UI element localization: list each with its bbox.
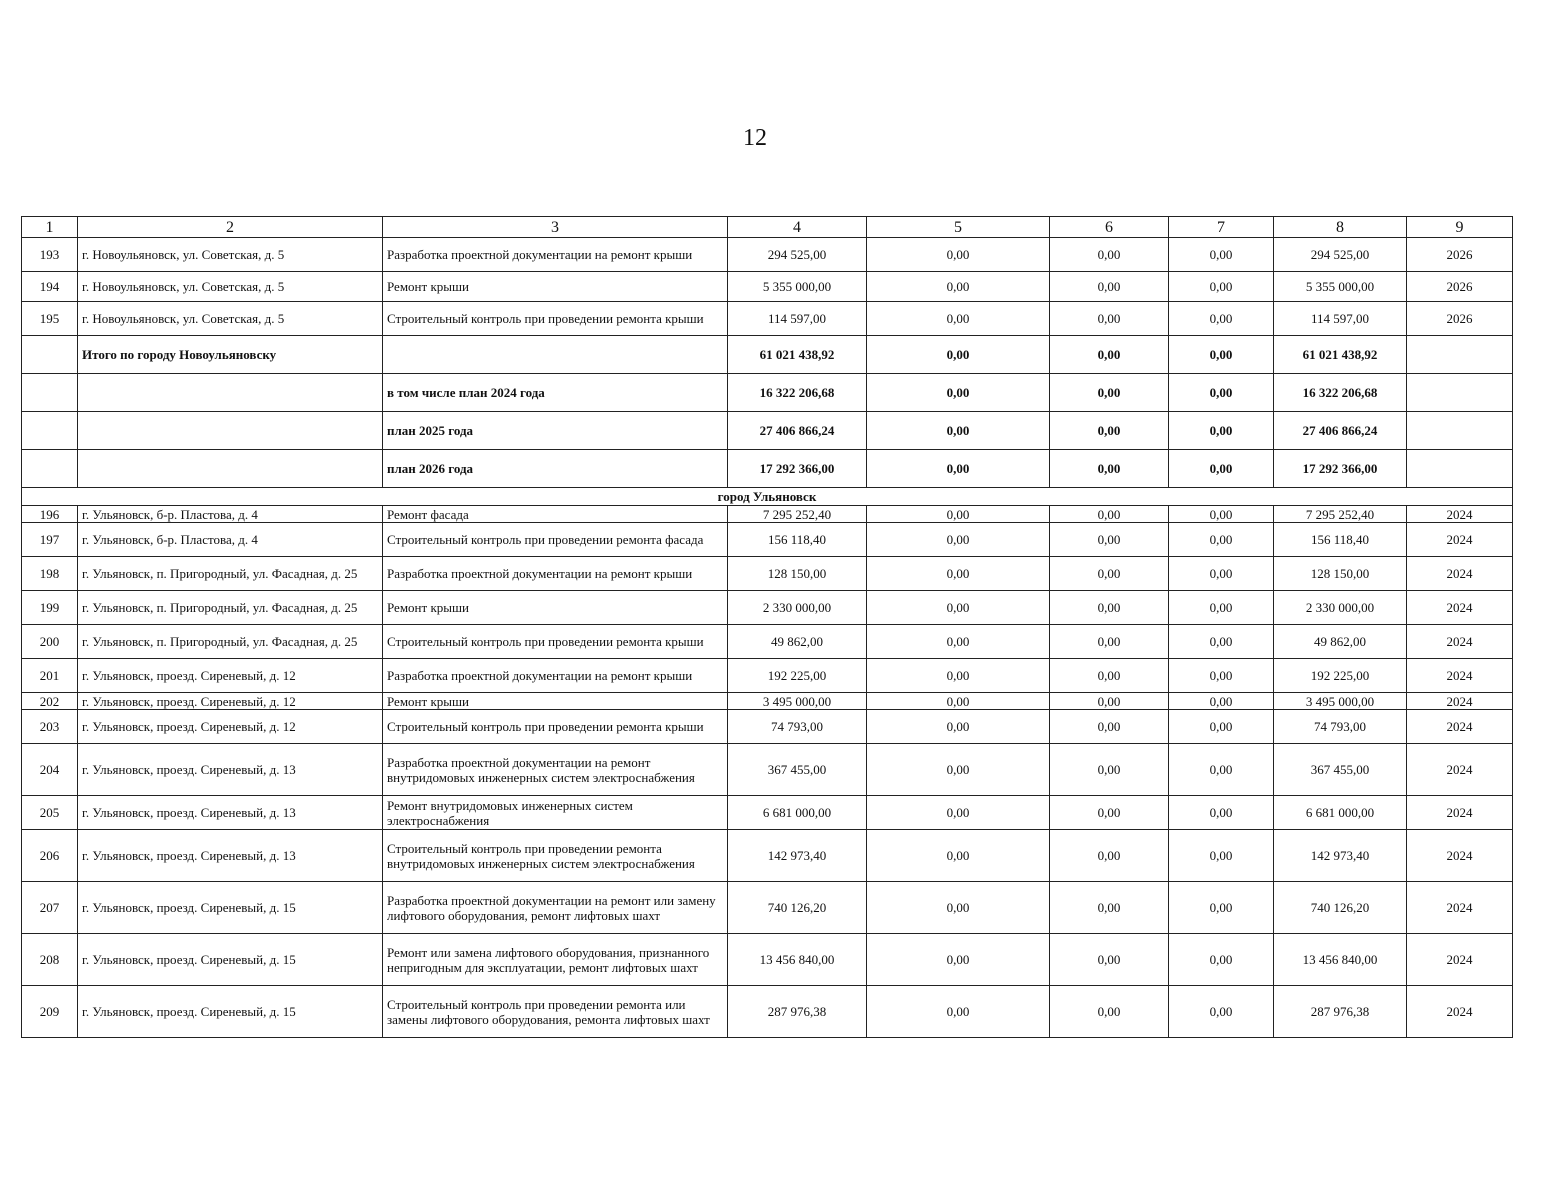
row-number: 204 [22,744,78,796]
local-cost-cell: 0,00 [1169,744,1274,796]
fund-cost-cell: 0,00 [867,336,1050,374]
owners-cost-cell: 367 455,00 [1274,744,1407,796]
column-number: 1 [22,217,78,238]
fund-cost-cell: 0,00 [867,506,1050,523]
regional-cost-cell: 0,00 [1050,693,1169,710]
owners-cost-cell: 13 456 840,00 [1274,934,1407,986]
empty-cell [1407,336,1513,374]
regional-cost-cell: 0,00 [1050,986,1169,1038]
fund-cost-cell: 0,00 [867,272,1050,302]
fund-cost-cell: 0,00 [867,744,1050,796]
total-cost-cell: 128 150,00 [728,557,867,591]
owners-cost-cell: 142 973,40 [1274,830,1407,882]
address-cell: г. Ульяновск, проезд. Сиреневый, д. 13 [78,796,383,830]
owners-cost-cell: 7 295 252,40 [1274,506,1407,523]
owners-cost-cell: 16 322 206,68 [1274,374,1407,412]
empty-cell [1407,450,1513,488]
total-cost-cell: 61 021 438,92 [728,336,867,374]
work-type-cell: Ремонт крыши [383,693,728,710]
address-cell: г. Ульяновск, проезд. Сиреневый, д. 15 [78,986,383,1038]
fund-cost-cell: 0,00 [867,710,1050,744]
regional-cost-cell: 0,00 [1050,336,1169,374]
work-type-cell: Разработка проектной документации на ремонт крыши [383,557,728,591]
address-cell: г. Ульяновск, проезд. Сиреневый, д. 12 [78,710,383,744]
totals-row [22,412,1513,450]
regional-cost-cell: 0,00 [1050,710,1169,744]
column-number-row [22,217,1513,238]
total-cost-cell: 142 973,40 [728,830,867,882]
work-type-cell: Строительный контроль при проведении ремонта фасада [383,523,728,557]
column-number: 5 [867,217,1050,238]
year-cell: 2024 [1407,557,1513,591]
empty-cell [22,374,78,412]
row-number: 207 [22,882,78,934]
regional-cost-cell: 0,00 [1050,272,1169,302]
owners-cost-cell: 114 597,00 [1274,302,1407,336]
totals-label [78,374,383,412]
year-cell: 2024 [1407,625,1513,659]
work-type-cell: Ремонт или замена лифтового оборудования, признанного непригодным для эксплуатации, ремонт лифтовых шахт [383,934,728,986]
fund-cost-cell: 0,00 [867,796,1050,830]
year-cell: 2024 [1407,744,1513,796]
total-cost-cell: 740 126,20 [728,882,867,934]
regional-cost-cell: 0,00 [1050,374,1169,412]
plan-year-label: в том числе план 2024 года [383,374,728,412]
fund-cost-cell: 0,00 [867,523,1050,557]
regional-cost-cell: 0,00 [1050,557,1169,591]
empty-cell [1407,412,1513,450]
local-cost-cell: 0,00 [1169,710,1274,744]
owners-cost-cell: 740 126,20 [1274,882,1407,934]
regional-cost-cell: 0,00 [1050,934,1169,986]
table-row [22,302,1513,336]
local-cost-cell: 0,00 [1169,272,1274,302]
column-number: 6 [1050,217,1169,238]
total-cost-cell: 13 456 840,00 [728,934,867,986]
total-cost-cell: 16 322 206,68 [728,374,867,412]
year-cell: 2026 [1407,238,1513,272]
table-row [22,506,1513,523]
totals-label [78,450,383,488]
local-cost-cell: 0,00 [1169,591,1274,625]
row-number: 198 [22,557,78,591]
regional-cost-cell: 0,00 [1050,450,1169,488]
column-number: 7 [1169,217,1274,238]
address-cell: г. Ульяновск, проезд. Сиреневый, д. 12 [78,659,383,693]
empty-cell [1407,374,1513,412]
work-type-cell: Строительный контроль при проведении ремонта внутридомовых инженерных систем электроснабжения [383,830,728,882]
year-cell: 2024 [1407,934,1513,986]
fund-cost-cell: 0,00 [867,412,1050,450]
total-cost-cell: 27 406 866,24 [728,412,867,450]
year-cell: 2026 [1407,272,1513,302]
fund-cost-cell: 0,00 [867,659,1050,693]
total-cost-cell: 192 225,00 [728,659,867,693]
table-row [22,986,1513,1038]
total-cost-cell: 6 681 000,00 [728,796,867,830]
address-cell: г. Новоульяновск, ул. Советская, д. 5 [78,272,383,302]
column-number: 9 [1407,217,1513,238]
row-number: 201 [22,659,78,693]
local-cost-cell: 0,00 [1169,374,1274,412]
local-cost-cell: 0,00 [1169,302,1274,336]
owners-cost-cell: 74 793,00 [1274,710,1407,744]
work-type-cell: Строительный контроль при проведении ремонта крыши [383,710,728,744]
owners-cost-cell: 287 976,38 [1274,986,1407,1038]
fund-cost-cell: 0,00 [867,374,1050,412]
work-type-cell: Разработка проектной документации на ремонт внутридомовых инженерных систем электроснабжения [383,744,728,796]
regional-cost-cell: 0,00 [1050,302,1169,336]
owners-cost-cell: 5 355 000,00 [1274,272,1407,302]
year-cell: 2024 [1407,882,1513,934]
fund-cost-cell: 0,00 [867,450,1050,488]
column-number: 4 [728,217,867,238]
row-number: 196 [22,506,78,523]
table-row [22,882,1513,934]
table-row [22,557,1513,591]
year-cell: 2024 [1407,591,1513,625]
owners-cost-cell: 156 118,40 [1274,523,1407,557]
work-type-cell: Строительный контроль при проведении ремонта крыши [383,625,728,659]
row-number: 197 [22,523,78,557]
local-cost-cell: 0,00 [1169,693,1274,710]
row-number: 194 [22,272,78,302]
table-row [22,272,1513,302]
table-row [22,238,1513,272]
local-cost-cell: 0,00 [1169,523,1274,557]
fund-cost-cell: 0,00 [867,302,1050,336]
regional-cost-cell: 0,00 [1050,659,1169,693]
row-number: 202 [22,693,78,710]
owners-cost-cell: 2 330 000,00 [1274,591,1407,625]
row-number: 195 [22,302,78,336]
column-number: 8 [1274,217,1407,238]
owners-cost-cell: 128 150,00 [1274,557,1407,591]
year-cell: 2024 [1407,523,1513,557]
row-number: 205 [22,796,78,830]
local-cost-cell: 0,00 [1169,238,1274,272]
regional-cost-cell: 0,00 [1050,882,1169,934]
address-cell: г. Ульяновск, п. Пригородный, ул. Фасадная, д. 25 [78,591,383,625]
regional-cost-cell: 0,00 [1050,796,1169,830]
fund-cost-cell: 0,00 [867,882,1050,934]
row-number: 206 [22,830,78,882]
total-cost-cell: 2 330 000,00 [728,591,867,625]
column-number: 3 [383,217,728,238]
table-row [22,934,1513,986]
total-cost-cell: 114 597,00 [728,302,867,336]
row-number: 209 [22,986,78,1038]
local-cost-cell: 0,00 [1169,830,1274,882]
address-cell: г. Ульяновск, проезд. Сиреневый, д. 13 [78,830,383,882]
owners-cost-cell: 3 495 000,00 [1274,693,1407,710]
section-title: город Ульяновск [22,488,1513,506]
fund-cost-cell: 0,00 [867,591,1050,625]
row-number: 193 [22,238,78,272]
year-cell: 2024 [1407,796,1513,830]
fund-cost-cell: 0,00 [867,238,1050,272]
regional-cost-cell: 0,00 [1050,625,1169,659]
local-cost-cell: 0,00 [1169,882,1274,934]
section-row [22,488,1513,506]
local-cost-cell: 0,00 [1169,796,1274,830]
total-cost-cell: 74 793,00 [728,710,867,744]
work-type-cell: Разработка проектной документации на ремонт крыши [383,238,728,272]
fund-cost-cell: 0,00 [867,557,1050,591]
table-row [22,710,1513,744]
regional-cost-cell: 0,00 [1050,830,1169,882]
work-type-cell: Ремонт крыши [383,591,728,625]
regional-cost-cell: 0,00 [1050,412,1169,450]
plan-year-label: план 2026 года [383,450,728,488]
total-cost-cell: 5 355 000,00 [728,272,867,302]
totals-row [22,374,1513,412]
column-number: 2 [78,217,383,238]
work-type-cell: Строительный контроль при проведении ремонта крыши [383,302,728,336]
owners-cost-cell: 6 681 000,00 [1274,796,1407,830]
totals-row [22,450,1513,488]
owners-cost-cell: 17 292 366,00 [1274,450,1407,488]
regional-cost-cell: 0,00 [1050,591,1169,625]
local-cost-cell: 0,00 [1169,659,1274,693]
address-cell: г. Ульяновск, б-р. Пластова, д. 4 [78,523,383,557]
address-cell: г. Новоульяновск, ул. Советская, д. 5 [78,302,383,336]
empty-cell [22,412,78,450]
local-cost-cell: 0,00 [1169,506,1274,523]
table-row [22,693,1513,710]
table-row [22,523,1513,557]
fund-cost-cell: 0,00 [867,625,1050,659]
owners-cost-cell: 27 406 866,24 [1274,412,1407,450]
owners-cost-cell: 294 525,00 [1274,238,1407,272]
regional-cost-cell: 0,00 [1050,238,1169,272]
address-cell: г. Ульяновск, проезд. Сиреневый, д. 15 [78,934,383,986]
total-cost-cell: 17 292 366,00 [728,450,867,488]
address-cell: г. Ульяновск, проезд. Сиреневый, д. 12 [78,693,383,710]
total-cost-cell: 156 118,40 [728,523,867,557]
row-number: 208 [22,934,78,986]
address-cell: г. Ульяновск, б-р. Пластова, д. 4 [78,506,383,523]
totals-label [78,412,383,450]
regional-cost-cell: 0,00 [1050,744,1169,796]
year-cell: 2024 [1407,693,1513,710]
fund-cost-cell: 0,00 [867,934,1050,986]
fund-cost-cell: 0,00 [867,830,1050,882]
year-cell: 2024 [1407,830,1513,882]
local-cost-cell: 0,00 [1169,336,1274,374]
row-number: 203 [22,710,78,744]
work-type-cell: Ремонт крыши [383,272,728,302]
repair-plan-table [21,216,1513,1038]
regional-cost-cell: 0,00 [1050,506,1169,523]
year-cell: 2024 [1407,710,1513,744]
owners-cost-cell: 192 225,00 [1274,659,1407,693]
table-row [22,659,1513,693]
address-cell: г. Ульяновск, проезд. Сиреневый, д. 15 [78,882,383,934]
owners-cost-cell: 61 021 438,92 [1274,336,1407,374]
work-type-cell: Разработка проектной документации на ремонт или замену лифтового оборудования, ремонт лифтовых шахт [383,882,728,934]
address-cell: г. Ульяновск, п. Пригородный, ул. Фасадная, д. 25 [78,557,383,591]
table-row [22,830,1513,882]
total-cost-cell: 3 495 000,00 [728,693,867,710]
totals-row [22,336,1513,374]
local-cost-cell: 0,00 [1169,412,1274,450]
table-row [22,591,1513,625]
work-type-cell: Строительный контроль при проведении ремонта или замены лифтового оборудования, ремонта лифтовых шахт [383,986,728,1038]
empty-cell [22,450,78,488]
address-cell: г. Новоульяновск, ул. Советская, д. 5 [78,238,383,272]
total-cost-cell: 294 525,00 [728,238,867,272]
year-cell: 2024 [1407,986,1513,1038]
table-row [22,625,1513,659]
address-cell: г. Ульяновск, проезд. Сиреневый, д. 13 [78,744,383,796]
owners-cost-cell: 49 862,00 [1274,625,1407,659]
fund-cost-cell: 0,00 [867,693,1050,710]
local-cost-cell: 0,00 [1169,986,1274,1038]
year-cell: 2024 [1407,506,1513,523]
local-cost-cell: 0,00 [1169,934,1274,986]
local-cost-cell: 0,00 [1169,625,1274,659]
plan-year-label [383,336,728,374]
work-type-cell: Разработка проектной документации на ремонт крыши [383,659,728,693]
row-number: 199 [22,591,78,625]
table-row [22,796,1513,830]
page-number: 12 [743,125,767,151]
table-row [22,744,1513,796]
regional-cost-cell: 0,00 [1050,523,1169,557]
year-cell: 2024 [1407,659,1513,693]
total-cost-cell: 367 455,00 [728,744,867,796]
local-cost-cell: 0,00 [1169,450,1274,488]
fund-cost-cell: 0,00 [867,986,1050,1038]
total-cost-cell: 7 295 252,40 [728,506,867,523]
work-type-cell: Ремонт внутридомовых инженерных систем электроснабжения [383,796,728,830]
total-cost-cell: 49 862,00 [728,625,867,659]
plan-year-label: план 2025 года [383,412,728,450]
total-cost-cell: 287 976,38 [728,986,867,1038]
work-type-cell: Ремонт фасада [383,506,728,523]
year-cell: 2026 [1407,302,1513,336]
totals-label: Итого по городу Новоульяновску [78,336,383,374]
address-cell: г. Ульяновск, п. Пригородный, ул. Фасадная, д. 25 [78,625,383,659]
row-number: 200 [22,625,78,659]
empty-cell [22,336,78,374]
local-cost-cell: 0,00 [1169,557,1274,591]
